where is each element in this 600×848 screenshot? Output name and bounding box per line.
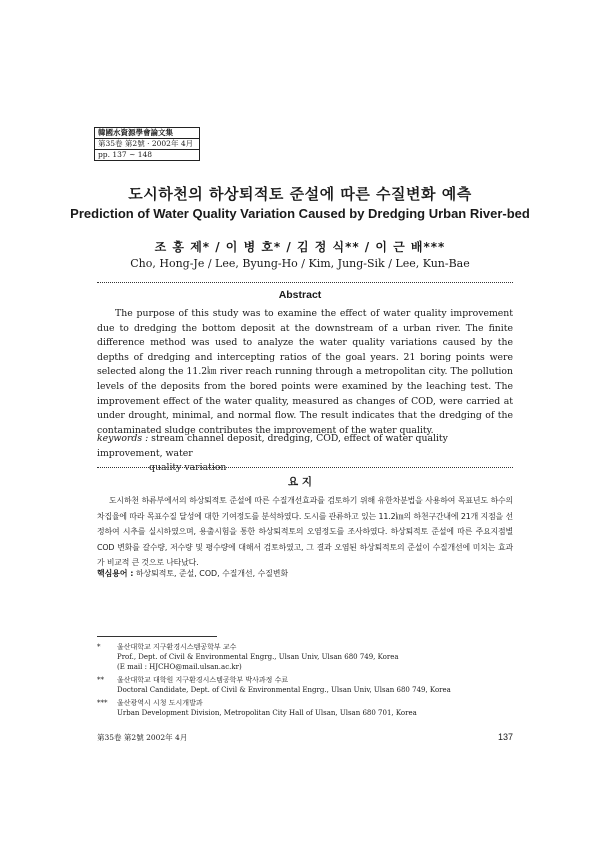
footnote-mark: *** (97, 699, 108, 707)
summary-text: 도시하천 하류부에서의 하상퇴적토 준설에 따른 수질개선효과를 검토하기 위해 유한차분법을 사용하여 목표년도 하수의 차집율에 따라 목표수질 달성에 대한 기여정도를 분석하였다. 도시를 관류하고 있는 11.2㎞의 하천구간내에 21개 지점을 선정하여 시추를 실시하였으며, 용출시험을 통한 하상퇴적토의 오염정도를 조사하였다. 하상퇴적토 준설에 따른 주요지점별 COD 변화를 갈수량, 저수량 및 평수량에 대해서 검토하였고, 그 결과 오염된 하상퇴적토의 준설이 수질개선에 미치는 효과가 비교적 큰 것으로 나타났다. (97, 496, 513, 568)
footnote-line: 울산대학교 대학원 지구환경시스템공학부 박사과정 수료 (117, 676, 289, 684)
footer-issue: 第35卷 第2號 2002年 4月 (97, 733, 188, 742)
footnote-rule (97, 636, 217, 637)
authors-english: Cho, Hong-Je / Lee, Byung-Ho / Kim, Jung-Sik / Lee, Kun-Bae (130, 257, 470, 270)
summary-keywords-values: 하상퇴적토, 준설, COD, 수질개선, 수질변화 (135, 569, 289, 578)
journal-name: 韓國水資源學會論文集 (95, 128, 199, 139)
summary-keywords (97, 568, 513, 580)
footnotes (97, 642, 517, 721)
abstract-heading: Abstract (278, 289, 322, 301)
abstract-text: The purpose of this study was to examine the effect of water quality improvement due to dredging the bottom deposit at the downstream of a urban river. The finite difference method was used to analyze the water quality variations caused by the depths of dredging and intercepting ratios of the goal years. 21 boring points were selected along the 11.2㎞ river reach running through a metropolitan city. The pollution levels of the deposits from the bored points were examined by the leaching test. The improvement effect of the water quality, measured as changes of COD, were carried at under drought, minimal, and normal flow. The result indicates that the dredging of the contaminated sludge contributes the improvement of the water quality. (97, 308, 513, 436)
footnote-mark: ** (97, 676, 104, 684)
footnote-line: Urban Development Division, Metropolitan City Hall of Ulsan, Ulsan 680 701, Korea (117, 709, 417, 717)
keywords (97, 432, 513, 476)
journal-pages: pp. 137 ~ 148 (98, 150, 153, 159)
footnote-mark: * (97, 643, 101, 651)
page-number: 137 (497, 732, 513, 742)
footnote-line: Doctoral Candidate, Dept. of Civil & Environmental Engrg., Ulsan Univ, Ulsan 680 749, Korea (117, 686, 451, 694)
journal-info-box (94, 127, 200, 161)
title-korean: 도시하천의 하상퇴적토 준설에 따른 수질변화 예측 (128, 185, 472, 203)
footnote-line: (E mail : HJCHO@mail.ulsan.ac.kr) (117, 663, 242, 671)
keywords-label: keywords : (97, 433, 149, 444)
keywords-line1: stream channel deposit, dredging, COD, effect of water quality improvement, water (97, 433, 448, 459)
authors-korean: 조 홍 제* / 이 병 호* / 김 정 식** / 이 근 배*** (154, 240, 446, 254)
footnote-3 (97, 698, 517, 718)
journal-issue: 第35卷 第2號 · 2002年 4月 (95, 139, 199, 150)
footnote-line: 울산광역시 시청 도시개발과 (117, 699, 203, 707)
divider-middle (97, 467, 513, 468)
summary-keywords-label: 핵심용어 : (97, 569, 134, 578)
footnote-2 (97, 675, 517, 695)
page-footer (97, 732, 513, 743)
keywords-line2: quality variation (149, 462, 227, 474)
summary-heading: 요 지 (288, 476, 312, 488)
footnote-line: 울산대학교 지구환경시스템공학부 교수 (117, 643, 237, 651)
title-english: Prediction of Water Quality Variation Caused by Dredging Urban River-bed (70, 206, 530, 221)
divider-top (97, 282, 513, 283)
footnote-1 (97, 642, 517, 672)
footnote-line: Prof., Dept. of Civil & Environmental Engrg., Ulsan Univ, Ulsan 680 749, Korea (117, 653, 399, 661)
